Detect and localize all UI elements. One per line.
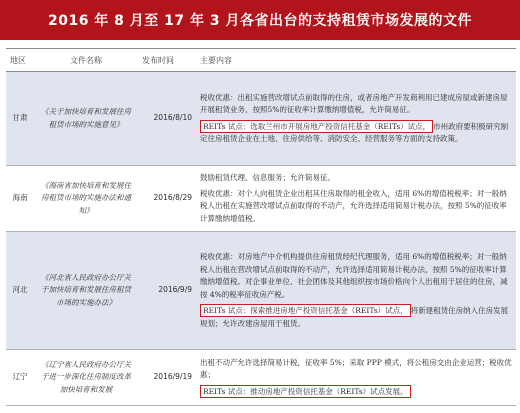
region-cell: 辽宁 bbox=[6, 350, 34, 406]
content-paragraph: 出租不动产允许选择简易计税，征收率 5%；采取 PPP 模式，将公租房交由企业运营；税收优惠； bbox=[200, 357, 512, 380]
doc-name-cell: 《关于加快培育和发展住房租赁市场的实施意见》 bbox=[34, 72, 138, 166]
region-cell: 甘肃 bbox=[6, 72, 34, 166]
header-date: 发布时间 bbox=[138, 49, 196, 72]
date-cell: 2016/9/9 bbox=[138, 232, 196, 350]
content-cell bbox=[196, 350, 516, 406]
header-doc: 文件名称 bbox=[34, 49, 138, 72]
content-paragraph bbox=[200, 304, 512, 330]
reits-highlight: REITs 试点：探索推进房地产投资信托基金（REITs）试点， bbox=[200, 304, 411, 317]
content-cell bbox=[196, 232, 516, 350]
table-row bbox=[6, 232, 516, 350]
content-paragraph bbox=[200, 120, 512, 146]
table-header-row bbox=[6, 49, 516, 72]
content-paragraph: 税收优惠：出租实施营改增试点前取得的住房，或者房地产开发商利用已建成房屋或新建房屋开展租赁业务，按照5%的征收率计算缴纳增值税，允许简易征。 bbox=[200, 92, 508, 114]
region-cell: 河北 bbox=[6, 232, 34, 350]
reits-highlight: REITs 试点：选取兰州市开展房地产投资信托基金（REITs）试点， bbox=[200, 120, 433, 133]
reits-highlight: REITs 试点：推动房地产投资信托基金（REITs）试点发展。 bbox=[200, 385, 411, 398]
table-row bbox=[6, 72, 516, 166]
table-row bbox=[6, 166, 516, 232]
content-cell bbox=[196, 166, 516, 232]
region-cell: 海南 bbox=[6, 166, 34, 232]
header-region: 地区 bbox=[6, 49, 34, 72]
date-cell: 2016/9/19 bbox=[138, 350, 196, 406]
doc-name-cell: 《辽宁省人民政府办公厅关于进一步深化住房制度改革加快培育和发展 bbox=[34, 350, 138, 406]
content-paragraph: 税收优惠：对房地产中介机构提供住房租赁经纪代理服务，适用 6%的增值税税率；对一般纳税人出租在营改增试点前取得的不动产，允许选择适用简易计税办法，按照 5%的征收率计算缴纳增值税。对企事业单位、社会团体及其他组织按市场价格向个人出租用于居住的住房，减按 4%的税率征收房产税。 bbox=[200, 252, 508, 299]
date-cell: 2016/8/29 bbox=[138, 166, 196, 232]
doc-name-cell: 《海南省加快培育和发展住房租赁市场的实施办法和通知》 bbox=[34, 166, 138, 232]
policy-table bbox=[6, 48, 516, 406]
page-title: 2016 年 8 月至 17 年 3 月各省出台的支持租赁市场发展的文件 bbox=[0, 0, 520, 40]
content-paragraph: 鼓励租赁代理、信息服务；允许简易征。 bbox=[200, 173, 335, 182]
content-paragraph: 税收优惠：对个人向租赁企业出租其住房取得的租金收入，适用 6%的增值税税率；对一般纳税人出租在实施营改增试点前取得的不动产，允许选择适用简易计税办法，按照 5%的征收率计算缴纳增值税。 bbox=[200, 188, 507, 223]
header-content: 主要内容 bbox=[196, 49, 516, 72]
content-text: 将新建租赁住房纳入住房发展规划；允许改建房屋用于租赁。 bbox=[200, 306, 509, 328]
table-row bbox=[6, 350, 516, 406]
content-paragraph bbox=[200, 385, 512, 399]
content-cell bbox=[196, 72, 516, 166]
doc-name-cell: 《河北省人民政府办公厅关于加快培育和发展住房租赁市场的实施办法》 bbox=[34, 232, 138, 350]
content-text: 市州政府要积极研究制定住房租赁企业在土地、住房供给等、消防安全、经营服务等方面的支持政策。 bbox=[200, 121, 509, 143]
date-cell: 2016/8/10 bbox=[138, 72, 196, 166]
